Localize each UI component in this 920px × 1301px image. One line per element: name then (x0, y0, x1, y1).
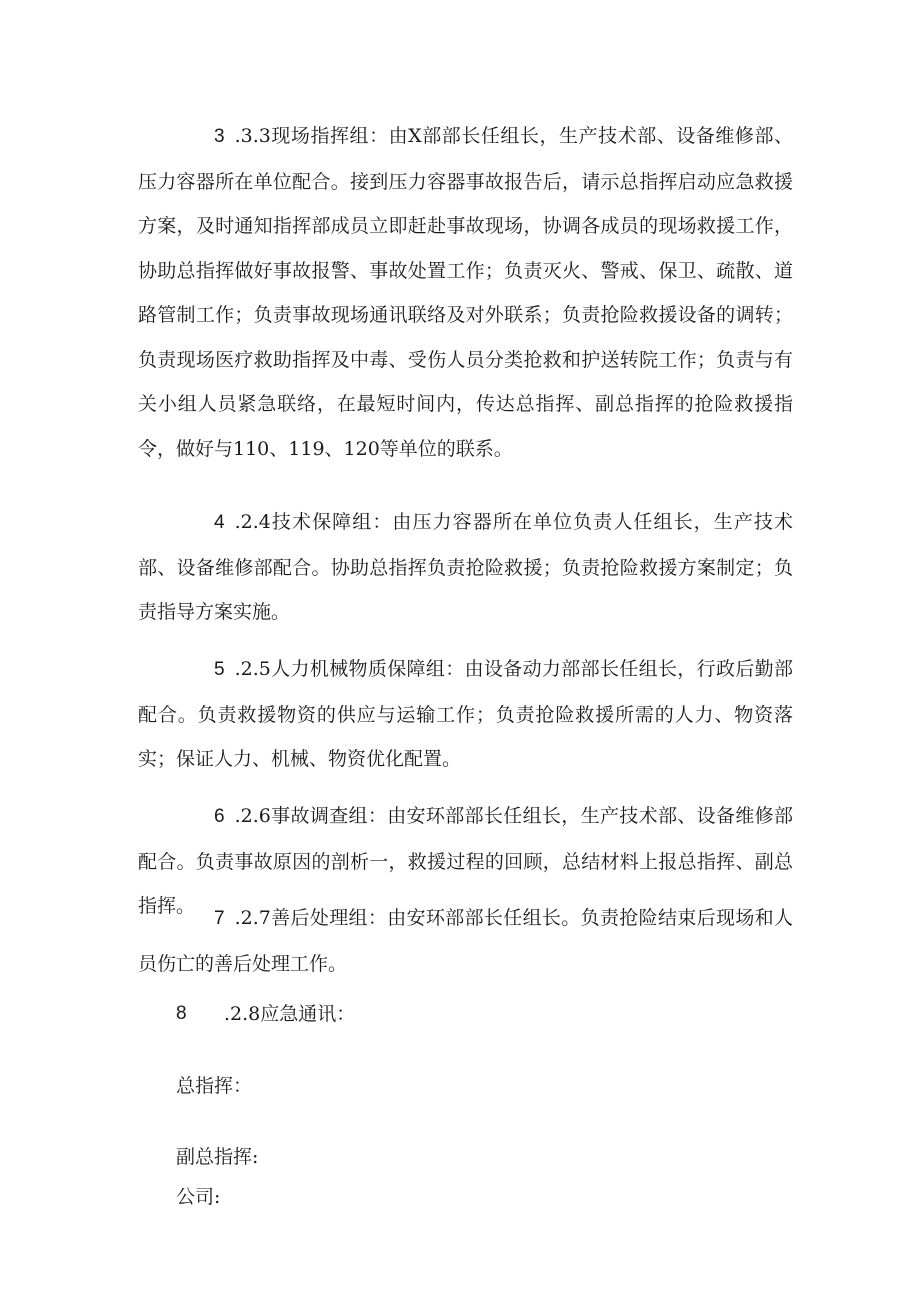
paragraph-3-3-onsite-command (138, 114, 793, 471)
paragraph-number: 6 (214, 806, 225, 827)
deputy-commander-label: 副总指挥: (176, 1146, 259, 1168)
emergency-comms-heading: .2.8应急通讯： (224, 1003, 356, 1025)
paragraph-number: 4 (214, 512, 225, 533)
paragraph-text: .2.6事故调查组：由安环部部长任组长，生产技术部、设备维修部配合。负责事故原因的剖析一，救援过程的回顾，总结材料上报总指挥、副总指挥。 (138, 805, 793, 917)
paragraph-number: 8 (176, 1003, 187, 1024)
paragraph-2-5-resources-support (138, 647, 793, 782)
paragraph-text: .2.4技术保障组：由压力容器所在单位负责人任组长，生产技术部、设备维修部配合。协助总指挥负责抢险救援；负责抢险救援方案制定；负责指导方案实施。 (138, 511, 793, 623)
paragraph-number: 7 (214, 908, 225, 929)
company-label: 公司: (176, 1186, 221, 1208)
commander-label: 总指挥： (176, 1075, 253, 1097)
paragraph-number: 5 (214, 659, 225, 680)
paragraph-text: .2.5人力机械物质保障组：由设备动力部部长任组长，行政后勤部配合。负责救援物资的供应与运输工作；负责抢险救援所需的人力、物资落实；保证人力、机械、物资优化配置。 (138, 658, 793, 770)
paragraph-2-7-aftermath-handling (138, 896, 793, 986)
paragraph-2-4-technical-support (138, 500, 793, 635)
paragraph-number: 3 (214, 126, 225, 147)
paragraph-text: .3.3现场指挥组：由X部部长任组长，生产技术部、设备维修部、压力容器所在单位配合。接到压力容器事故报告后，请示总指挥启动应急救援方案，及时通知指挥部成员立即赶赴事故现场，协调各成员的现场救援工作，协助总指挥做好事故报警、事故处置工作；负责灭火、警戒、保卫、疏散、道路管制工作；负责事故现场通讯联络及对外联系；负责抢险救援设备的调转；负责现场医疗救助指挥及中毒、受伤人员分类抢救和护送转院工作；负责与有关小组人员紧急联络，在最短时间内，传达总指挥、副总指挥的抢险救援指令，做好与110、119、120等单位的联系。 (138, 125, 793, 460)
paragraph-text: .2.7善后处理组：由安环部部长任组长。负责抢险结束后现场和人员伤亡的善后处理工作。 (138, 907, 793, 975)
